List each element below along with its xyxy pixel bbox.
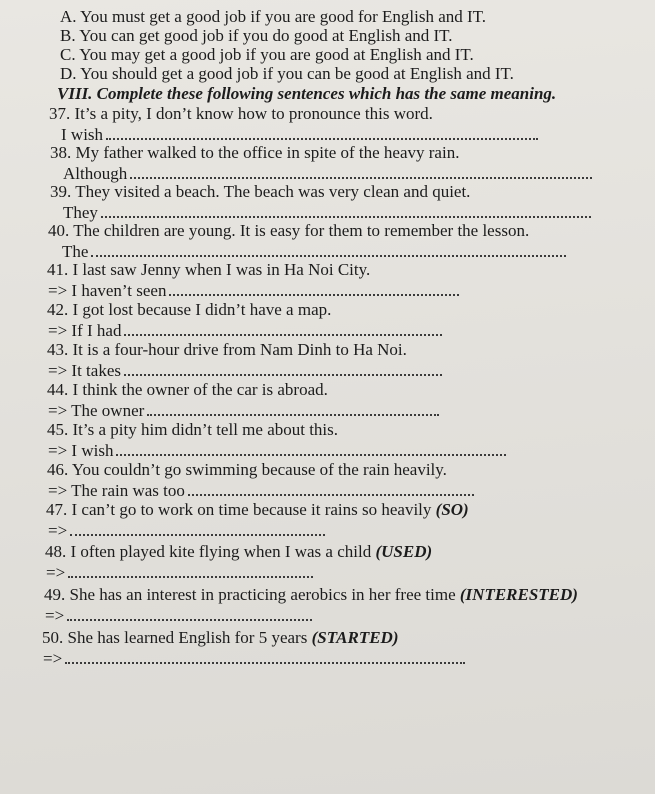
blank-39[interactable] [101, 204, 591, 218]
keyword-interested: (INTERESTED) [459, 585, 578, 604]
answer-line-38 [63, 164, 592, 184]
option-c: C. You may get a good job if you are good at English and IT. [60, 45, 474, 64]
prompt-45: => I wish [48, 441, 114, 460]
answer-line-47 [48, 521, 325, 541]
question-37: 37. It’s a pity, I don’t know how to pronounce this word. [49, 104, 433, 123]
answer-line-37 [61, 125, 538, 145]
keyword-used: (USED) [375, 542, 433, 561]
answer-line-49 [45, 606, 312, 626]
blank-50[interactable] [65, 650, 465, 664]
blank-44[interactable] [147, 402, 439, 416]
blank-37[interactable] [106, 126, 538, 140]
blank-38[interactable] [130, 165, 592, 179]
prompt-44: => The owner [48, 401, 145, 420]
prompt-38: Although [63, 164, 128, 183]
blank-46[interactable] [188, 482, 474, 496]
question-47-text: 47. I can’t go to work on time because it rains so heavily [46, 500, 432, 519]
question-50-text: 50. She has learned English for 5 years [42, 628, 308, 647]
prompt-49: => [45, 606, 65, 625]
blank-45[interactable] [116, 442, 506, 456]
prompt-47: => [48, 521, 68, 540]
question-49 [44, 585, 578, 605]
question-48 [45, 542, 432, 562]
prompt-41: => I haven’t seen [48, 281, 167, 300]
question-40: 40. The children are young. It is easy for them to remember the lesson. [48, 221, 530, 240]
question-42: 42. I got lost because I didn’t have a map. [47, 300, 332, 319]
prompt-37: I wish [61, 125, 104, 144]
question-43: 43. It is a four-hour drive from Nam Dinh to Ha Noi. [47, 340, 407, 359]
question-50 [42, 628, 398, 648]
answer-line-50 [43, 649, 465, 669]
blank-48[interactable] [68, 564, 313, 578]
question-41: 41. I last saw Jenny when I was in Ha Noi City. [47, 260, 371, 279]
blank-40[interactable] [91, 243, 566, 257]
keyword-started: (STARTED) [311, 628, 399, 647]
question-48-text: 48. I often played kite flying when I was a child [45, 542, 372, 561]
answer-line-46 [48, 481, 474, 501]
blank-41[interactable] [169, 282, 459, 296]
prompt-46: => The rain was too [48, 481, 185, 500]
question-47 [46, 500, 469, 520]
answer-line-41 [48, 281, 459, 301]
blank-42[interactable] [124, 322, 442, 336]
prompt-43: => It takes [48, 361, 121, 380]
prompt-42: => If I had [48, 321, 122, 340]
question-49-text: 49. She has an interest in practicing aerobics in her free time [44, 585, 456, 604]
answer-line-45 [48, 441, 506, 461]
prompt-50: => [43, 649, 63, 668]
question-44: 44. I think the owner of the car is abroad. [47, 380, 328, 399]
option-b: B. You can get good job if you do good at English and IT. [60, 26, 453, 45]
option-a: A. You must get a good job if you are good for English and IT. [60, 7, 487, 26]
answer-line-44 [48, 401, 439, 421]
option-d: D. You should get a good job if you can be good at English and IT. [60, 64, 514, 83]
answer-line-48 [46, 563, 313, 583]
answer-line-43 [48, 361, 442, 381]
question-46: 46. You couldn’t go swimming because of the rain heavily. [47, 460, 447, 479]
blank-47[interactable] [70, 522, 325, 536]
section-heading: VIII. Complete these following sentences which has the same meaning. [57, 84, 557, 103]
answer-line-42 [48, 321, 442, 341]
prompt-39: They [63, 203, 98, 222]
answer-line-39 [63, 203, 591, 223]
blank-49[interactable] [67, 607, 312, 621]
keyword-so: (SO) [435, 500, 469, 519]
prompt-48: => [46, 563, 66, 582]
prompt-40: The [62, 242, 89, 261]
question-38: 38. My father walked to the office in spite of the heavy rain. [50, 143, 460, 162]
answer-line-40 [62, 242, 566, 262]
question-45: 45. It’s a pity him didn’t tell me about this. [47, 420, 339, 439]
blank-43[interactable] [124, 362, 442, 376]
question-39: 39. They visited a beach. The beach was very clean and quiet. [50, 182, 471, 201]
